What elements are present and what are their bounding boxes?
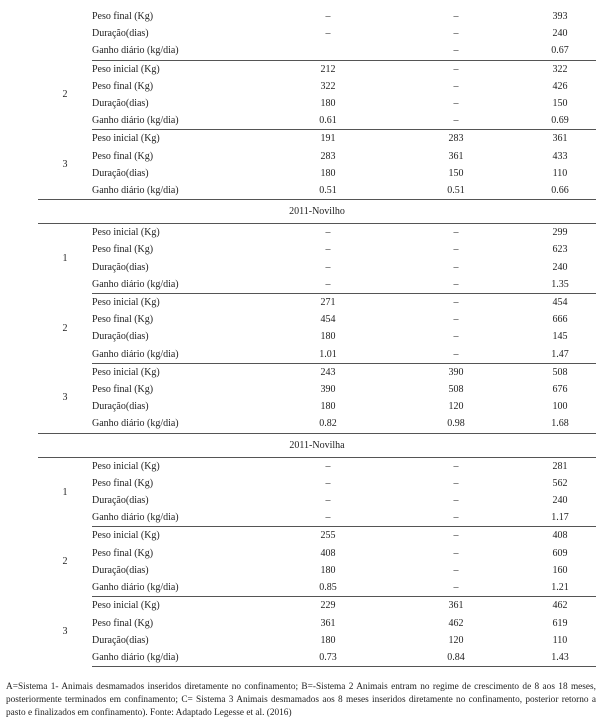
value-a: 0.73 <box>268 649 388 667</box>
value-a: 180 <box>320 564 336 576</box>
table-row <box>38 25 596 42</box>
value-c: 1.35 <box>551 278 569 290</box>
row-label: Peso final (Kg) <box>92 384 154 396</box>
table-row <box>38 60 596 78</box>
row-label: Duração(dias) <box>92 634 149 646</box>
value-c: 609 <box>552 547 568 559</box>
system-number: 3 <box>62 626 68 638</box>
value-c: 666 <box>552 314 568 326</box>
value-b: – <box>453 45 459 57</box>
value-b: – <box>453 227 459 239</box>
row-label: Peso final (Kg) <box>92 150 154 162</box>
table-row <box>38 632 596 649</box>
value-b: – <box>453 477 459 489</box>
value-b: – <box>453 348 459 360</box>
row-label: Ganho diário (kg/dia) <box>92 512 179 524</box>
row-label: Peso inicial (Kg) <box>92 294 268 312</box>
value-c: 619 <box>552 617 568 629</box>
table-row <box>38 398 596 415</box>
value-a: 361 <box>320 617 336 629</box>
value-a: – <box>325 495 331 507</box>
table-row <box>38 562 596 579</box>
table-row <box>38 130 596 148</box>
value-c: 281 <box>552 460 568 472</box>
value-b: – <box>453 495 459 507</box>
value-b: – <box>388 294 524 312</box>
value-b: 150 <box>448 167 464 179</box>
section-header-row <box>38 200 596 224</box>
value-b: – <box>453 28 459 40</box>
table-row <box>38 78 596 95</box>
table-row <box>38 276 596 294</box>
row-label: Peso inicial (Kg) <box>92 363 268 381</box>
value-a: 180 <box>320 401 336 413</box>
value-a: 322 <box>320 80 336 92</box>
value-b: – <box>453 98 459 110</box>
value-c: 676 <box>552 384 568 396</box>
table-row <box>38 492 596 509</box>
table-row <box>38 579 596 597</box>
row-label: Peso final (Kg) <box>92 617 154 629</box>
value-a: 454 <box>320 314 336 326</box>
value-a: 180 <box>320 98 336 110</box>
value-a: 390 <box>320 384 336 396</box>
row-label: Peso final (Kg) <box>92 11 154 22</box>
row-label: Ganho diário (kg/dia) <box>92 115 179 127</box>
value-a: 255 <box>268 527 388 545</box>
system-number-empty <box>38 8 92 25</box>
value-b: – <box>453 261 459 273</box>
table-row <box>38 649 596 667</box>
system-number: 2 <box>62 89 68 101</box>
value-a <box>268 42 388 60</box>
row-label: Ganho diário (kg/dia) <box>92 649 268 667</box>
value-b: 283 <box>388 130 524 148</box>
value-a: – <box>325 11 331 22</box>
value-c: 0.67 <box>551 45 569 57</box>
table-row <box>38 8 596 25</box>
value-c: 508 <box>524 363 596 381</box>
value-a: – <box>325 477 331 489</box>
value-b: – <box>388 60 524 78</box>
value-a: 229 <box>268 597 388 615</box>
table-row <box>38 224 596 242</box>
value-a: – <box>325 278 331 290</box>
value-a: 0.51 <box>319 185 337 197</box>
value-c: 0.66 <box>551 185 569 197</box>
data-table <box>38 8 596 667</box>
row-label: Peso inicial (Kg) <box>92 130 268 148</box>
value-a: 180 <box>320 331 336 343</box>
value-c: 240 <box>552 28 568 40</box>
table-row <box>38 112 596 130</box>
row-label: Ganho diário (kg/dia) <box>92 278 179 290</box>
row-label: Duração(dias) <box>92 495 149 507</box>
value-b: – <box>453 460 459 472</box>
value-c: 160 <box>552 564 568 576</box>
value-a: 271 <box>268 294 388 312</box>
row-label: Peso inicial (Kg) <box>92 527 268 545</box>
value-c: 240 <box>552 261 568 273</box>
value-b: – <box>388 527 524 545</box>
system-number-empty <box>38 42 92 60</box>
value-b: – <box>453 314 459 326</box>
value-b: – <box>453 244 459 256</box>
table-row <box>38 363 596 381</box>
value-c: 110 <box>552 167 568 179</box>
section-header: 2011-Novilho <box>38 200 596 224</box>
table-row <box>38 457 596 475</box>
value-b: – <box>453 115 459 127</box>
row-label: Duração(dias) <box>92 261 149 273</box>
value-b: 508 <box>448 384 464 396</box>
value-b: – <box>453 331 459 343</box>
table-body <box>38 8 596 667</box>
row-label: Duração(dias) <box>92 331 149 343</box>
table-row <box>38 545 596 562</box>
row-label: Ganho diário (kg/dia) <box>92 582 179 594</box>
row-label: Peso inicial (Kg) <box>92 460 160 472</box>
value-a: – <box>325 512 331 524</box>
value-b: – <box>453 547 459 559</box>
row-label: Peso final (Kg) <box>92 547 154 559</box>
value-c: 299 <box>552 227 568 239</box>
row-label: Peso final (Kg) <box>92 244 154 256</box>
value-a: – <box>325 460 331 472</box>
row-label: Peso inicial (Kg) <box>92 60 268 78</box>
value-c: 433 <box>552 150 568 162</box>
value-a: – <box>325 28 331 40</box>
value-b: – <box>453 582 459 594</box>
value-a: 0.85 <box>319 582 337 594</box>
value-a: 180 <box>320 634 336 646</box>
value-c: 361 <box>524 130 596 148</box>
row-label: Duração(dias) <box>92 401 149 413</box>
value-a: 408 <box>320 547 336 559</box>
value-c: 1.68 <box>551 418 569 430</box>
system-number-empty <box>38 25 92 42</box>
value-b: – <box>453 278 459 290</box>
row-label: Peso final (Kg) <box>92 477 154 489</box>
table-row <box>38 294 596 312</box>
row-label: Ganho diário (kg/dia) <box>92 185 179 197</box>
value-a: 191 <box>268 130 388 148</box>
value-a: 1.01 <box>319 348 337 360</box>
system-number: 3 <box>62 158 68 170</box>
row-label: Duração(dias) <box>92 98 149 110</box>
table-row <box>38 241 596 258</box>
value-c: 393 <box>552 11 568 22</box>
value-b: 390 <box>388 363 524 381</box>
table-footnote: A=Sistema 1- Animais desmamados inseridos diretamente no confinamento; B=-Sistema 2 Animais entram no regime de crescimento de 8 aos 18 meses, posteriormente terminados em confinamento; C= Sistema 3 Animais desmamados aos 8 meses inseridos diretamente no confinamento, posterior retorno a pasto e finalizados em confinamento). Fonte: Adaptado Legesse et al. (2016) <box>6 682 596 719</box>
row-label: Peso final (Kg) <box>92 80 154 92</box>
value-a: 0.61 <box>319 115 337 127</box>
table-row <box>38 95 596 112</box>
value-a: 0.82 <box>319 418 337 430</box>
row-label: Ganho diário (kg/dia) <box>92 45 179 57</box>
row-label: Peso inicial (Kg) <box>92 227 160 239</box>
system-number: 2 <box>62 322 68 334</box>
section-header-row <box>38 433 596 457</box>
value-c: 1.21 <box>551 582 569 594</box>
table-row <box>38 165 596 182</box>
row-label: Duração(dias) <box>92 28 149 40</box>
value-b: 120 <box>448 401 464 413</box>
value-b: – <box>453 11 459 22</box>
value-a: – <box>325 261 331 273</box>
value-b: – <box>453 512 459 524</box>
row-label: Duração(dias) <box>92 564 149 576</box>
value-c: 110 <box>552 634 568 646</box>
value-c: 150 <box>552 98 568 110</box>
value-a: 212 <box>268 60 388 78</box>
table-row <box>38 42 596 60</box>
value-c: 240 <box>552 495 568 507</box>
system-number: 3 <box>62 392 68 404</box>
table-row <box>38 615 596 632</box>
value-b: – <box>453 80 459 92</box>
table-row <box>38 182 596 200</box>
value-b: 462 <box>448 617 464 629</box>
value-c: 462 <box>524 597 596 615</box>
row-label: Peso inicial (Kg) <box>92 597 268 615</box>
row-label: Ganho diário (kg/dia) <box>92 418 179 430</box>
value-b: 361 <box>448 150 464 162</box>
value-b: 0.84 <box>388 649 524 667</box>
value-b: 361 <box>388 597 524 615</box>
value-c: 408 <box>524 527 596 545</box>
table-row <box>38 597 596 615</box>
value-c: 100 <box>552 401 568 413</box>
value-b: 120 <box>448 634 464 646</box>
value-c: 623 <box>552 244 568 256</box>
table-row <box>38 311 596 328</box>
value-c: 1.43 <box>524 649 596 667</box>
row-label: Ganho diário (kg/dia) <box>92 348 179 360</box>
row-label: Duração(dias) <box>92 167 149 179</box>
value-c: 562 <box>552 477 568 489</box>
system-number: 2 <box>62 556 68 568</box>
row-label: Peso final (Kg) <box>92 314 154 326</box>
value-c: 426 <box>552 80 568 92</box>
value-c: 1.47 <box>551 348 569 360</box>
value-b: 0.51 <box>447 185 465 197</box>
value-c: 145 <box>552 331 568 343</box>
value-a: – <box>325 244 331 256</box>
system-number: 1 <box>62 486 68 498</box>
table-row <box>38 148 596 165</box>
value-a: 283 <box>320 150 336 162</box>
value-b: – <box>453 564 459 576</box>
table-row <box>38 415 596 433</box>
table-row <box>38 475 596 492</box>
value-a: – <box>325 227 331 239</box>
value-a: 180 <box>320 167 336 179</box>
system-number: 1 <box>62 253 68 265</box>
value-c: 322 <box>524 60 596 78</box>
table-row <box>38 527 596 545</box>
value-c: 454 <box>524 294 596 312</box>
table-row <box>38 346 596 364</box>
table-row <box>38 509 596 527</box>
value-c: 0.69 <box>551 115 569 127</box>
table-row <box>38 381 596 398</box>
table-row <box>38 328 596 345</box>
section-header: 2011-Novilha <box>38 433 596 457</box>
table-row <box>38 259 596 276</box>
value-a: 243 <box>268 363 388 381</box>
value-c: 1.17 <box>551 512 569 524</box>
value-b: 0.98 <box>447 418 465 430</box>
